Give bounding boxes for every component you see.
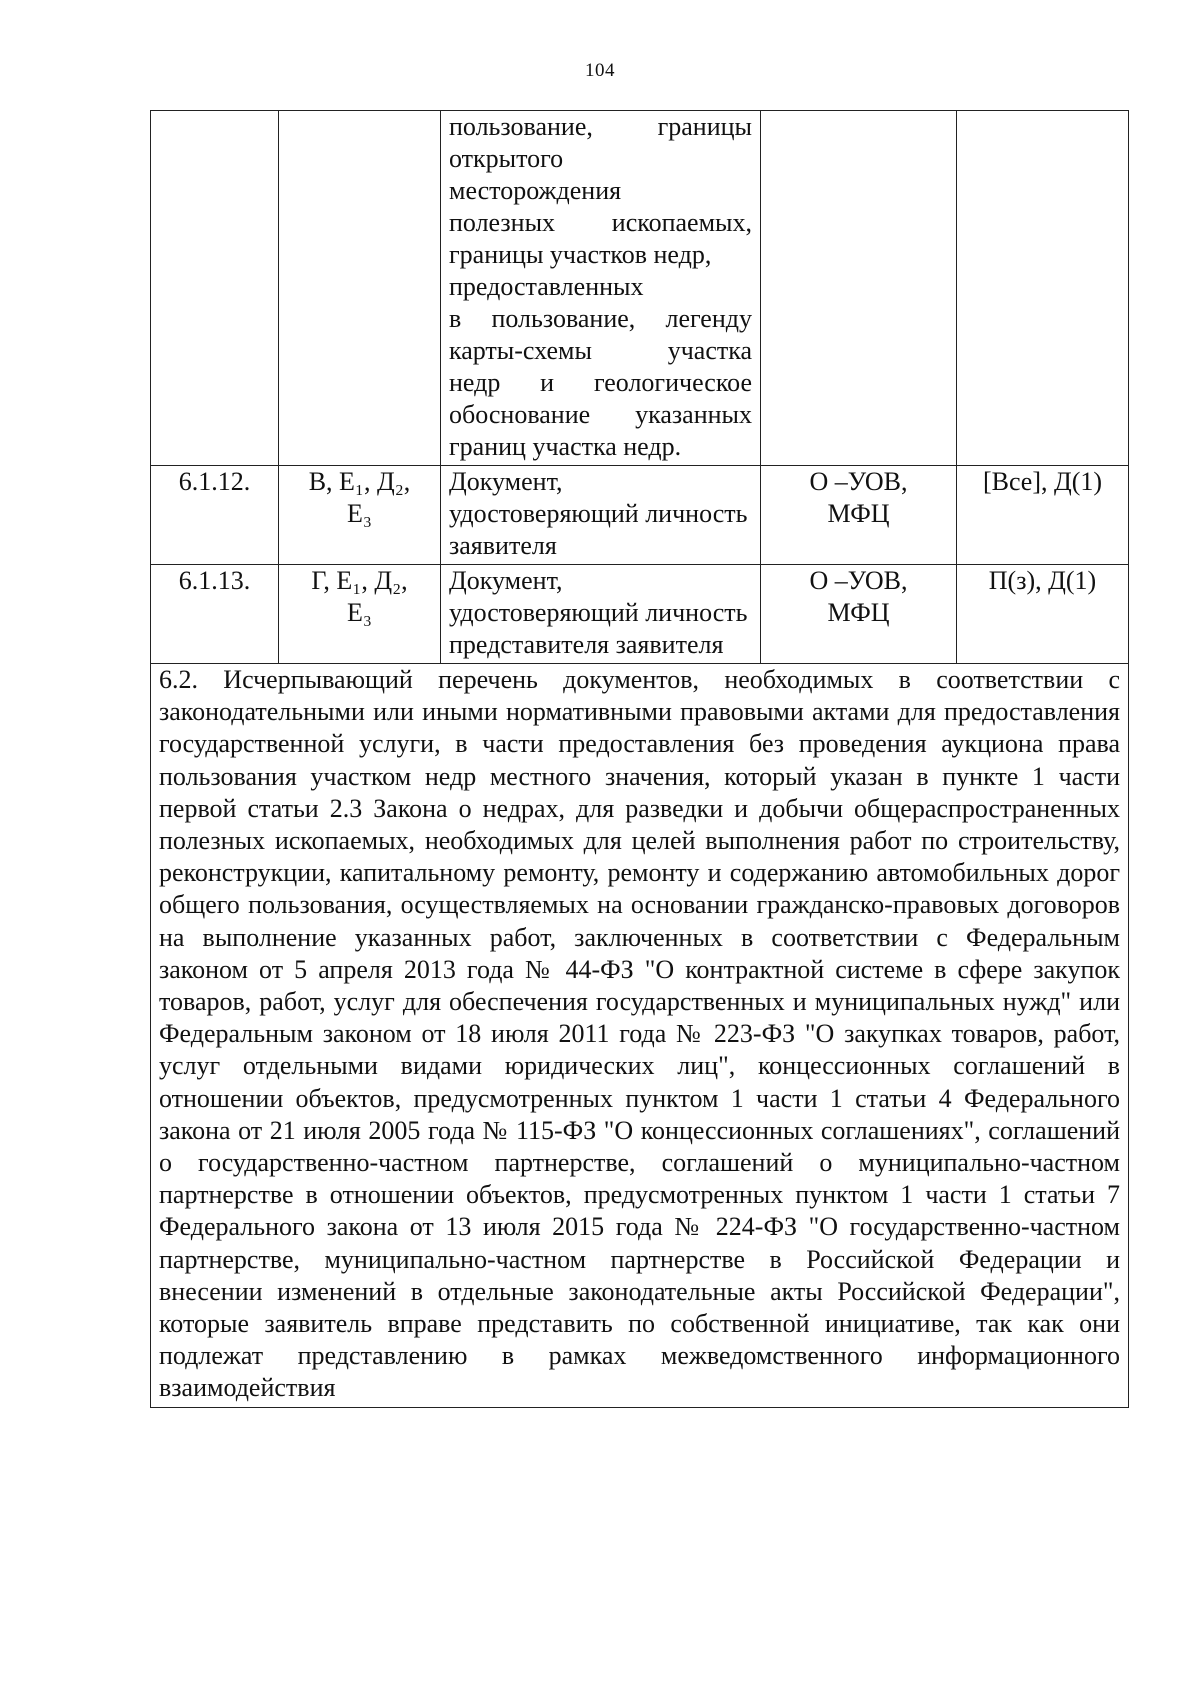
continued-line: пользование, границы — [449, 112, 752, 141]
continued-line: предоставленных — [449, 272, 644, 301]
cell-how: П(з), Д(1) — [957, 565, 1129, 664]
table-row — [151, 565, 1129, 664]
cell-who — [761, 565, 957, 664]
cell-who-empty — [761, 111, 957, 466]
table-row-continued — [151, 111, 1129, 466]
cell-document: Документ, удостоверяющий личность заявителя — [441, 466, 761, 565]
category-line: Г, Е₁, Д₂, — [311, 566, 408, 595]
continued-line: обоснование указанных — [449, 400, 752, 429]
continued-line: недр и геологическое — [449, 368, 752, 397]
cell-number-empty — [151, 111, 279, 466]
who-line: О –УОВ, — [809, 467, 908, 496]
continued-line: открытого — [449, 144, 564, 173]
cell-category-empty — [279, 111, 441, 466]
continued-line: месторождения — [449, 176, 622, 205]
cell-document-continued — [441, 111, 761, 466]
who-line: О –УОВ, — [809, 566, 908, 595]
documents-table — [150, 110, 1129, 1408]
cell-document: Документ, удостоверяющий личность представителя заявителя — [441, 565, 761, 664]
who-line: МФЦ — [827, 499, 890, 528]
cell-number: 6.1.12. — [151, 466, 279, 565]
cell-who — [761, 466, 957, 565]
cell-category — [279, 565, 441, 664]
category-line: В, Е₁, Д₂, — [308, 467, 411, 496]
cell-how: [Все], Д(1) — [957, 466, 1129, 565]
page-number: 104 — [585, 60, 615, 81]
category-line: Е₃ — [347, 598, 372, 627]
continued-line: в пользование, легенду — [449, 304, 752, 333]
continued-line: полезных ископаемых, — [449, 208, 752, 237]
cell-number: 6.1.13. — [151, 565, 279, 664]
continued-line: карты-схемы участка — [449, 336, 752, 365]
cell-category — [279, 466, 441, 565]
cell-how-empty — [957, 111, 1129, 466]
section-row — [151, 664, 1129, 1408]
continued-line: границ участка недр. — [449, 432, 682, 461]
continued-line: границы участков недр, — [449, 240, 712, 269]
who-line: МФЦ — [827, 598, 890, 627]
category-line: Е₃ — [347, 499, 372, 528]
section-6-2-text: 6.2. Исчерпывающий перечень документов, необходимых в соответствии с законодательными или иными нормативными правовыми актами для предоставления государственной услуги, в части предоставления без проведения аукциона права пользования участком недр местного значения, который указан в пункте 1 части первой статьи 2.3 Закона о недрах, для разведки и добычи общераспространенных полезных ископаемых, необходимых для целей выполнения работ по строительству, реконструкции, капитальному ремонту, ремонту и содержанию автомобильных дорог общего пользования, осуществляемых на основании гражданско-правовых договоров на выполнение указанных работ, заключенных в соответствии с Федеральным законом от 5 апреля 2013 года № 44-ФЗ "О контрактной системе в сфере закупок товаров, работ, услуг для обеспечения государственных и муниципальных нужд" или Федеральным законом от 18 июля 2011 года № 223-ФЗ "О закупках товаров, работ, услуг отдельными видами юридических лиц", концессионных соглашений в отношении объектов, предусмотренных пунктом 1 части 1 статьи 4 Федерального закона от 21 июля 2005 года № 115-ФЗ "О концессионных соглашениях", соглашений о государственно-частном партнерстве, соглашений о муниципально-частном партнерстве в отношении объектов, предусмотренных пунктом 1 части 1 статьи 7 Федерального закона от 13 июля 2015 года № 224-ФЗ "О государственно-частном партнерстве, муниципально-частном партнерстве в Российской Федерации и внесении изменений в отдельные законодательные акты Российской Федерации", которые заявитель вправе представить по собственной инициативе, так как они подлежат представлению в рамках межведомственного информационного взаимодействия — [151, 664, 1129, 1408]
table-row — [151, 466, 1129, 565]
